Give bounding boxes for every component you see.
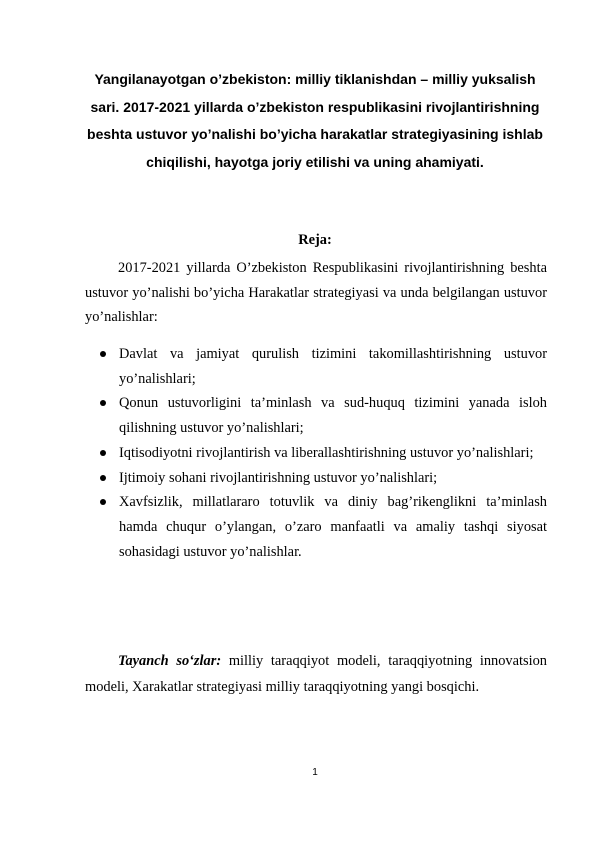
document-title: Yangilanayotgan o’zbekiston: milliy tiklanishdan – milliy yuksalish sari. 2017-2021 yillarda o’zbekiston respublikasini rivojlantirishning beshta ustuvor yo’nalishi bo’yicha harakatlar strategiyasining ishlab chiqilishi, hayotga joriy etilishi va uning ahamiyati. <box>87 71 543 170</box>
list-item <box>85 441 547 466</box>
list-item <box>85 342 547 391</box>
bullet-icon <box>100 400 106 406</box>
list-item-text: Qonun ustuvorligini ta’minlash va sud-huquq tizimini yanada isloh qilishning ustuvor yo’nalishlari; <box>119 395 547 437</box>
plan-heading: Reja: <box>298 232 332 248</box>
bullet-icon <box>100 499 106 505</box>
bullet-icon <box>100 475 106 481</box>
bullet-icon <box>100 450 106 456</box>
intro-paragraph: 2017-2021 yillarda O’zbekiston Respublikasini rivojlantirishning beshta ustuvor yo’nalishi bo’yicha Harakatlar strategiyasi va unda belgilangan ustuvor yo’nalishlar: <box>85 260 547 326</box>
page-number: 1 <box>312 767 318 778</box>
list-item <box>85 391 547 440</box>
list-item <box>85 466 547 491</box>
list-item <box>85 490 547 564</box>
keywords-label: Tayanch so‘zlar: <box>118 653 222 669</box>
keywords-paragraph <box>85 648 547 700</box>
list-item-text: Davlat va jamiyat qurulish tizimini takomillashtirishning ustuvor yo’nalishlari; <box>119 346 547 387</box>
bullet-icon <box>100 351 106 357</box>
list-item-text: Iqtisodiyotni rivojlantirish va liberallashtirishning ustuvor yo’nalishlari; <box>119 444 534 461</box>
keywords-text: milliy taraqqiyot modeli, taraqqiyotning innovatsion modeli, Xarakatlar strategiyasi milliy taraqqiyotning yangi bosqichi. <box>85 653 548 695</box>
priority-list <box>85 342 547 564</box>
list-item-text: Ijtimoiy sohani rivojlantirishning ustuvor yo’nalishlari; <box>119 469 438 486</box>
list-item-text: Xavfsizlik, millatlararo totuvlik va diniy bag’rikenglikni ta’minlash hamda chuqur o’ylangan, o’zaro manfaatli va amaliy tashqi siyosat sohasidagi ustuvor yo’nalishlar. <box>119 494 547 560</box>
